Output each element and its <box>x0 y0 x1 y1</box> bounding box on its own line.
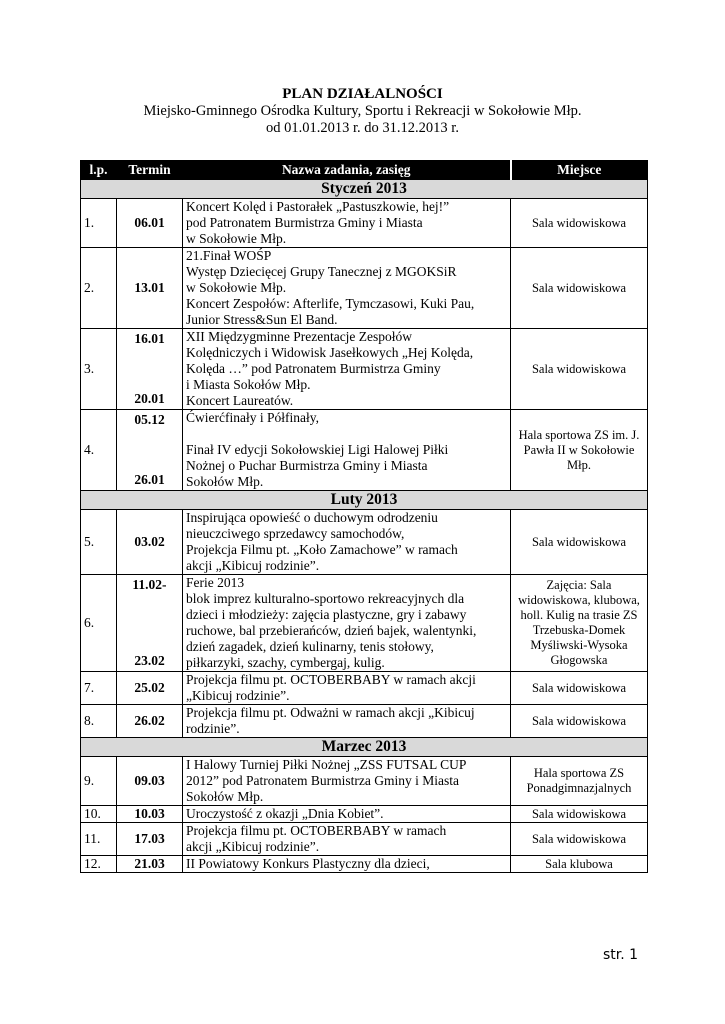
task-line: w Sokołowie Młp. <box>186 280 287 295</box>
term-date: 13.01 <box>134 280 165 295</box>
table-row <box>81 248 648 329</box>
place-cell: Sala widowiskowa <box>511 705 648 738</box>
row-number: 8. <box>81 705 117 738</box>
term-cell <box>117 510 183 575</box>
task-line: XII Międzygminne Prezentacje Zespołów <box>186 329 413 344</box>
task-line: Kolęda …” pod Patronatem Burmistrza Gminy <box>186 361 441 376</box>
term-cell <box>117 410 183 491</box>
term-cell <box>117 757 183 806</box>
table-row <box>81 705 648 738</box>
task-cell <box>183 329 511 410</box>
task-line: nieuczciwego sprzedawcy samochodów, <box>186 526 405 541</box>
task-line: 2012” pod Patronatem Burmistrza Gminy i Miasta <box>186 773 459 788</box>
table-row <box>81 199 648 248</box>
task-line: pod Patronatem Burmistrza Gminy i Miasta <box>186 215 423 230</box>
term-cell <box>117 823 183 856</box>
table-row <box>81 806 648 823</box>
term-date: 11.02- <box>132 577 167 592</box>
task-line: Nożnej o Puchar Burmistrza Gminy i Miasta <box>186 458 428 473</box>
task-line: Występ Dziecięcej Grupy Tanecznej z MGOKSiR <box>186 264 457 279</box>
task-line: dzieci i młodzieży: zajęcia plastyczne, gry i zabawy <box>186 607 467 622</box>
task-cell <box>183 248 511 329</box>
place-cell: Sala widowiskowa <box>511 199 648 248</box>
task-line: rodzinie”. <box>186 721 240 736</box>
place-cell: Hala sportowa ZS Ponadgimnazjalnych <box>511 757 648 806</box>
term-date: 20.01 <box>134 391 165 406</box>
month-row <box>81 180 648 199</box>
task-line: akcji „Kibicuj rodzinie”. <box>186 558 320 573</box>
task-line: Junior Stress&Sun El Band. <box>186 312 338 327</box>
header-lp: l.p. <box>81 161 117 180</box>
task-line: Sokołów Młp. <box>186 474 264 489</box>
row-number: 12. <box>81 856 117 873</box>
term-cell <box>117 672 183 705</box>
task-line: akcji „Kibicuj rodzinie”. <box>186 839 320 854</box>
place-cell: Sala widowiskowa <box>511 248 648 329</box>
row-number: 7. <box>81 672 117 705</box>
place-cell: Hala sportowa ZS im. J. Pawła II w Sokołowie Młp. <box>511 410 648 491</box>
header-place: Miejsce <box>511 161 648 180</box>
table-row <box>81 672 648 705</box>
task-line: Inspirująca opowieść o duchowym odrodzeniu <box>186 510 438 525</box>
term-date: 16.01 <box>134 331 165 346</box>
term-date: 05.12 <box>134 412 165 427</box>
schedule-table <box>80 160 648 873</box>
place-cell: Zajęcia: Sala widowiskowa, klubowa, holl. Kulig na trasie ZS Trzebuska-Domek Myśliwski-Wysoka Głogowska <box>511 575 648 672</box>
header-term: Termin <box>117 161 183 180</box>
date-range: od 01.01.2013 r. do 31.12.2013 r. <box>266 120 459 136</box>
term-date: 09.03 <box>134 773 165 788</box>
table-row <box>81 856 648 873</box>
term-cell <box>117 806 183 823</box>
month-label: Marzec 2013 <box>81 738 648 757</box>
term-cell <box>117 199 183 248</box>
month-row <box>81 738 648 757</box>
header-name: Nazwa zadania, zasięg <box>183 161 511 180</box>
task-line: dzień zagadek, dzień kulinarny, tenis stołowy, <box>186 639 434 654</box>
task-line: w Sokołowie Młp. <box>186 231 287 246</box>
task-line: piłkarzyki, szachy, cymbergaj, kulig. <box>186 655 385 670</box>
task-cell <box>183 856 511 873</box>
term-date: 06.01 <box>134 215 165 230</box>
task-line: Sokołów Młp. <box>186 789 264 804</box>
term-date: 23.02 <box>134 653 165 668</box>
task-line: Ćwierćfinały i Półfinały, <box>186 410 319 425</box>
row-number: 2. <box>81 248 117 329</box>
month-label: Luty 2013 <box>81 491 648 510</box>
task-line: Projekcja filmu pt. OCTOBERBABY w ramach <box>186 823 447 838</box>
task-line: Projekcja Filmu pt. „Koło Zamachowe” w ramach <box>186 542 458 557</box>
term-date: 10.03 <box>134 806 165 821</box>
term-cell <box>117 705 183 738</box>
term-date: 26.02 <box>134 713 165 728</box>
term-cell <box>117 329 183 410</box>
term-date: 25.02 <box>134 680 165 695</box>
row-number: 11. <box>81 823 117 856</box>
term-date: 21.03 <box>134 856 165 871</box>
task-cell <box>183 705 511 738</box>
document-header <box>0 86 725 137</box>
place-cell: Sala widowiskowa <box>511 672 648 705</box>
month-label: Styczeń 2013 <box>81 180 648 199</box>
task-line: Projekcja filmu pt. OCTOBERBABY w ramach akcji <box>186 672 476 687</box>
table-row <box>81 823 648 856</box>
term-date: 26.01 <box>134 472 165 487</box>
row-number: 4. <box>81 410 117 491</box>
table-row <box>81 510 648 575</box>
row-number: 9. <box>81 757 117 806</box>
organization-name: Miejsko-Gminnego Ośrodka Kultury, Sportu i Rekreacji w Sokołowie Młp. <box>143 103 582 119</box>
task-line: ruchowe, bal przebierańców, dzień bajek, walentynki, <box>186 623 477 638</box>
task-line: II Powiatowy Konkurs Plastyczny dla dzieci, <box>186 856 430 871</box>
task-line: i Miasta Sokołów Młp. <box>186 377 311 392</box>
task-line: Finał IV edycji Sokołowskiej Ligi Halowej Piłki <box>186 442 449 457</box>
task-cell <box>183 823 511 856</box>
task-line <box>186 426 507 442</box>
row-number: 1. <box>81 199 117 248</box>
term-cell <box>117 575 183 672</box>
table-row <box>81 575 648 672</box>
task-cell <box>183 410 511 491</box>
place-cell: Sala klubowa <box>511 856 648 873</box>
term-date: 03.02 <box>134 534 165 549</box>
place-cell: Sala widowiskowa <box>511 510 648 575</box>
task-line: „Kibicuj rodzinie”. <box>186 688 290 703</box>
term-cell <box>117 248 183 329</box>
task-cell <box>183 672 511 705</box>
place-cell: Sala widowiskowa <box>511 823 648 856</box>
task-line: Koncert Laureatów. <box>186 393 294 408</box>
task-line: Ferie 2013 <box>186 575 245 590</box>
task-line: Koncert Zespołów: Afterlife, Tymczasowi, Kuki Pau, <box>186 296 475 311</box>
task-line: Koncert Kolęd i Pastorałek „Pastuszkowie, hej!” <box>186 199 450 214</box>
row-number: 10. <box>81 806 117 823</box>
table-row <box>81 410 648 491</box>
task-line: 21.Finał WOŚP <box>186 248 272 263</box>
row-number: 3. <box>81 329 117 410</box>
place-cell: Sala widowiskowa <box>511 329 648 410</box>
term-date: 17.03 <box>134 831 165 846</box>
row-number: 5. <box>81 510 117 575</box>
task-cell <box>183 510 511 575</box>
row-number: 6. <box>81 575 117 672</box>
month-row <box>81 491 648 510</box>
table-row <box>81 329 648 410</box>
document-title: PLAN DZIAŁALNOŚCI <box>282 86 443 102</box>
task-line: Uroczystość z okazji „Dnia Kobiet”. <box>186 806 384 821</box>
term-cell <box>117 856 183 873</box>
page-number: str. 1 <box>602 947 638 963</box>
task-cell <box>183 199 511 248</box>
task-line: Projekcja filmu pt. Odważni w ramach akcji „Kibicuj <box>186 705 475 720</box>
place-cell: Sala widowiskowa <box>511 806 648 823</box>
table-row <box>81 757 648 806</box>
task-cell <box>183 806 511 823</box>
task-cell <box>183 575 511 672</box>
task-line: Kolędniczych i Widowisk Jasełkowych „Hej Kolęda, <box>186 345 474 360</box>
table-header-row <box>81 161 648 180</box>
task-line: I Halowy Turniej Piłki Nożnej „ZSS FUTSAL CUP <box>186 757 467 772</box>
task-cell <box>183 757 511 806</box>
task-line: blok imprez kulturalno-sportowo rekreacyjnych dla <box>186 591 465 606</box>
